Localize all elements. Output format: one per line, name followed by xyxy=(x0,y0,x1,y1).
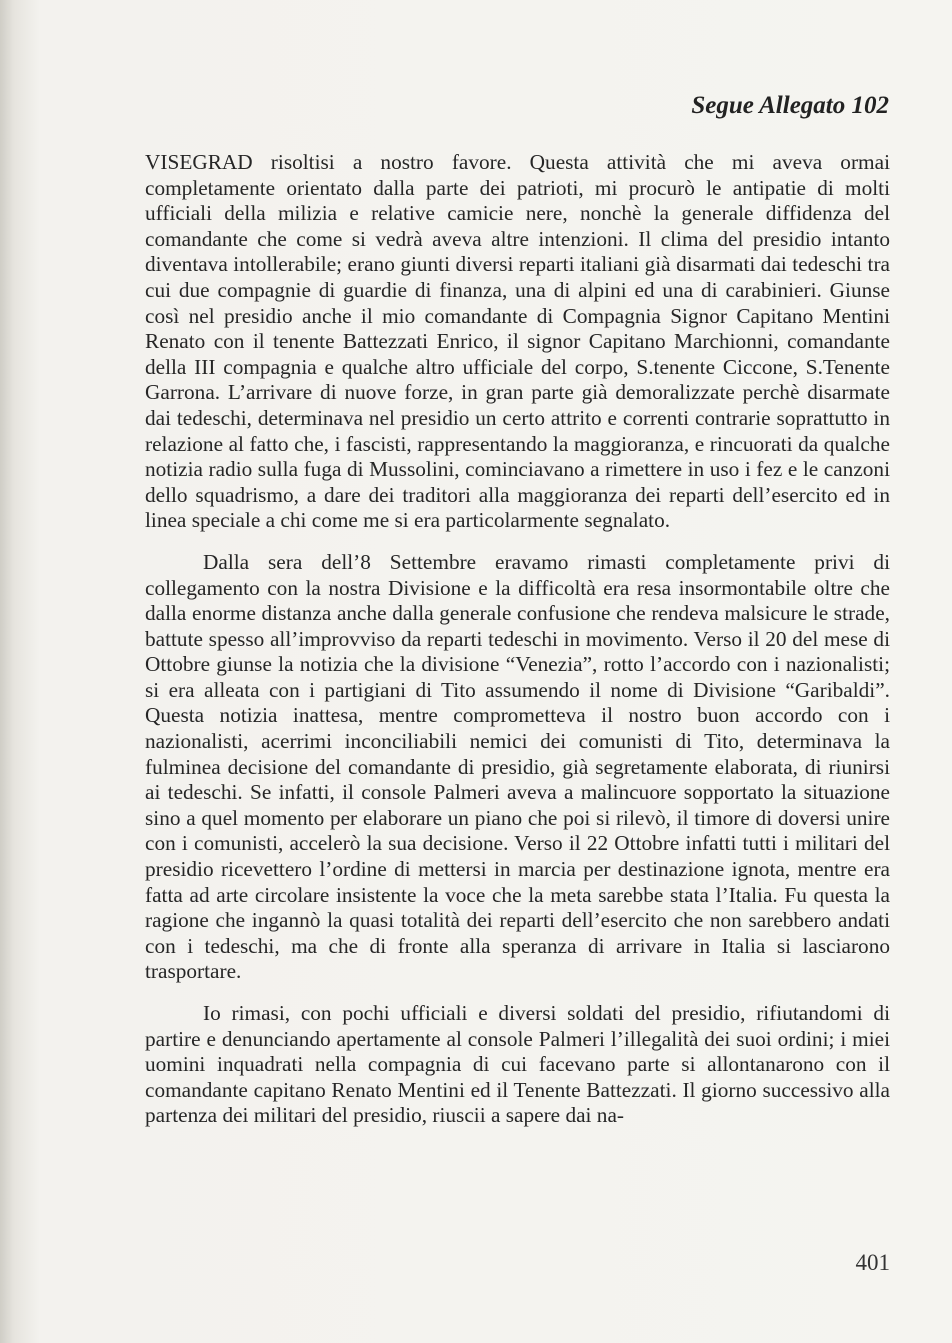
paragraph-1: VISEGRAD risoltisi a nostro favore. Questa attività che mi aveva ormai completamente orientato dalla parte dei patrioti, mi procurò le antipatie di molti ufficiali della milizia e relative camicie nere, nonchè la generale diffidenza del comandante che come si vedrà aveva altre intenzioni. Il clima del presidio intanto diventava intollerabile; erano giunti diversi reparti italiani già disarmati dai tedeschi tra cui due compagnie di guardie di finanza, una di alpini ed una di carabinieri. Giunse così nel presidio anche il mio comandante di Compagnia Signor Capitano Mentini Renato con il tenente Battezzati Enrico, il signor Capitano Marchionni, comandante della III compagnia e qualche altro ufficiale del corpo, S.tenente Ciccone, S.Tenente Garrona. L’arrivare di nuove forze, in gran parte già demoralizzate perchè disarmate dai tedeschi, determinava nel presidio un certo attrito e correnti contrarie soprattutto in relazione al fatto che, i fascisti, rappresentando la maggioranza, e rincuorati da qualche notizia radio sulla fuga di Mussolini, cominciavano a rimettere in uso i fez e le canzoni dello squadrismo, a dare dei traditori alla maggioranza dei reparti dell’esercito ed in linea speciale a chi come me si era particolarmente segnalato. xyxy=(145,150,890,533)
paragraph-2: Dalla sera dell’8 Settembre eravamo rimasti completamente privi di collegamento con la nostra Divisione e la difficoltà era resa insormontabile oltre che dalla enorme distanza anche dalla generale confusione che rendeva malsicure le strade, battute spesso all’improvviso da reparti tedeschi in movimento. Verso il 20 del mese di Ottobre giunse la notizia che la divisione “Venezia”, rotto l’accordo con i nazionalisti; si era alleata con i partigiani di Tito assumendo il nome di Divisione “Garibaldi”. Questa notizia inattesa, mentre comprometteva il nostro buon accordo con i nazionalisti, acerrimi inconciliabili nemici dei comunisti di Tito, determinava la fulminea decisione del comandante di presidio, già segretamente elaborata, di riunirsi ai tedeschi. Se infatti, il console Palmeri aveva a malincuore sopportato la situazione sino a quel momento per elaborare un piano che poi si rilevò, il timore di doversi unire con i comunisti, accelerò la sua decisione. Verso il 22 Ottobre infatti tutti i militari del presidio ricevettero l’ordine di mettersi in marcia per destinazione ignota, mentre era fatta ad arte circolare insistente la voce che la meta sarebbe stata l’Italia. Fu questa la ragione che ingannò la quasi totalità dei reparti dell’esercito che non sarebbero andati con i tedeschi, ma che di fronte alla speranza di arrivare in Italia si lasciarono trasportare. xyxy=(145,549,890,984)
paragraph-3: Io rimasi, con pochi ufficiali e diversi soldati del presidio, rifiutandomi di partire e denunciando apertamente al console Palmeri l’illegalità dei suoi ordini; i miei uomini inquadrati nella compagnia di cui facevano parte si allontanarono con il comandante capitano Renato Mentini ed il Tenente Battezzati. Il giorno successivo alla partenza dei militari del presidio, riuscii a sapere dai na- xyxy=(145,1001,890,1128)
running-header: Segue Allegato 102 xyxy=(691,92,889,119)
body-text xyxy=(145,150,890,1145)
page-number: 401 xyxy=(855,1250,890,1275)
